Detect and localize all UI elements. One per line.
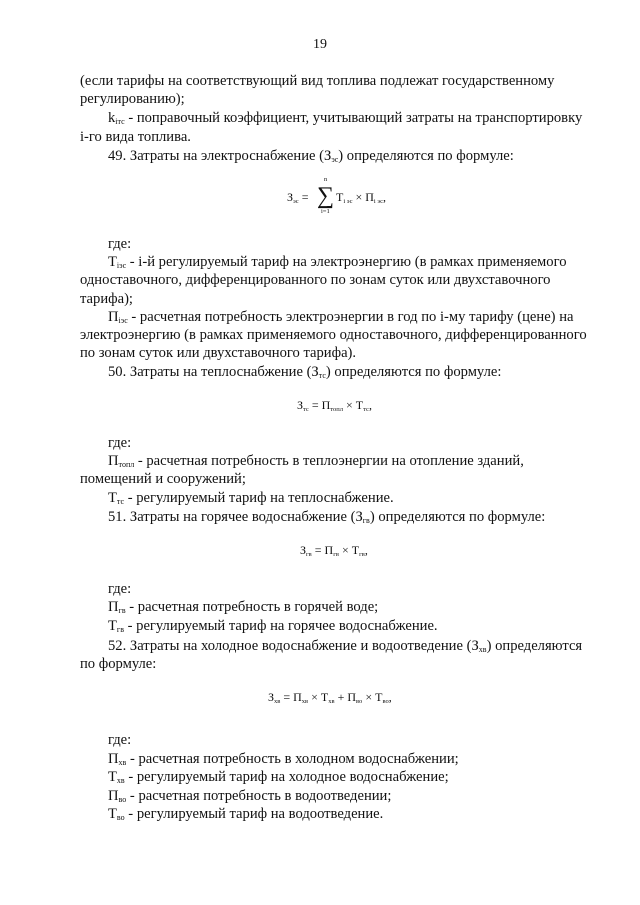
formula-electricity-lhs (287, 190, 308, 204)
formula-symbol: З (268, 690, 275, 704)
formula-subscript: гв (333, 551, 339, 558)
symbol: T (108, 254, 117, 270)
formula-heating (297, 398, 372, 412)
formula-punctuation: , (383, 190, 387, 204)
definition-text: - регулируемый тариф на водоотведение. (124, 806, 384, 822)
definition-line (108, 308, 573, 326)
definition-line (108, 253, 567, 271)
definition-t-ts (108, 489, 394, 507)
text-line: тарифа); (80, 291, 133, 307)
definition-text: - регулируемый тариф на холодное водоснабжение; (124, 769, 449, 785)
formula-operator: × (343, 398, 356, 412)
formula-operator: = (308, 398, 322, 412)
formula-symbol: Т (375, 690, 383, 704)
symbol-subscript: во (116, 813, 125, 822)
section-49-heading (108, 147, 514, 165)
formula-symbol: З (300, 543, 307, 557)
formula-operator: × (362, 690, 376, 704)
sum-upper-limit: n (324, 176, 328, 183)
symbol-subscript: хв (118, 758, 127, 767)
definition-p-ies (108, 308, 607, 326)
heading-text: ) определяются по формуле: (338, 148, 514, 164)
definition-p-gv (108, 598, 378, 616)
definition-t-vo (108, 805, 383, 823)
definition-t-gv (108, 617, 438, 635)
formula-symbol: Т (336, 190, 344, 204)
formula-subscript: тс (363, 406, 369, 413)
formula-punctuation: , (368, 398, 372, 412)
formula-subscript: i эс (373, 198, 384, 205)
formula-symbol: Т (351, 543, 360, 557)
definition-t-ies (108, 253, 607, 271)
section-50-heading (108, 363, 501, 381)
formula-punctuation: , (388, 690, 392, 704)
formula-operator: = (311, 543, 325, 557)
heading-text: ) определяются по формуле: (369, 509, 546, 525)
symbol-subscript: эс (331, 155, 339, 164)
section-51-heading (108, 508, 545, 526)
text-line (80, 271, 607, 289)
heading-text: 50. Затраты на теплоснабжение (З (108, 364, 319, 380)
symbol-subscript: хв (478, 645, 487, 654)
definition-text: - расчетная потребность электроэнергии в год по i-му тарифу (цене) на (127, 309, 574, 325)
symbol-subscript: во (118, 795, 127, 804)
symbol-subscript: тс (116, 497, 125, 506)
formula-symbol: З (297, 398, 304, 412)
symbol: Т (108, 490, 117, 506)
text-line: по формуле: (80, 656, 157, 672)
text-line: регулированию); (80, 91, 185, 107)
formula-symbol: П (365, 190, 374, 204)
definition-text: - расчетная потребность в теплоэнергии на отопление зданий, (134, 453, 524, 469)
definition-line (108, 452, 524, 470)
symbol: П (108, 788, 119, 804)
text-span: электроэнергию (в рамках применяемого одноставочного, дифференцированного (80, 327, 587, 343)
symbol: Т (108, 618, 117, 634)
formula-subscript: топл (330, 406, 344, 413)
symbol: П (108, 599, 119, 615)
symbol-subscript: гв (116, 625, 124, 634)
formula-operator: = (298, 190, 309, 204)
formula-operator: × (338, 543, 352, 557)
definition-p-vo (108, 787, 391, 805)
text-span: (если тарифы на соответствующий вид топлива подлежат государственному (80, 73, 555, 89)
formula-subscript: i эс (343, 198, 353, 205)
formula-subscript: гв (359, 551, 365, 558)
symbol-subscript: iтс (115, 117, 125, 126)
sum-sign-icon: ∑ (317, 183, 335, 209)
text-line: по зонам суток или двухставочного тарифа). (80, 345, 357, 361)
formula-subscript: хв (274, 698, 281, 705)
formula-symbol: Т (320, 690, 329, 704)
definition-text: - i-й регулируемый тариф на электроэнергию (в рамках применяемого (126, 254, 567, 270)
text-line (80, 72, 607, 90)
definition-text: - регулируемый тариф на теплоснабжение. (124, 490, 394, 506)
formula-operator: + (334, 690, 348, 704)
symbol: П (108, 453, 119, 469)
definition-p-topl (108, 452, 607, 470)
definition-k-itc (108, 109, 582, 127)
symbol-subscript: iэс (118, 316, 128, 325)
symbol-subscript: iэс (116, 261, 127, 270)
text-line (80, 326, 607, 344)
symbol-subscript: хв (116, 776, 125, 785)
formula-symbol: П (347, 690, 357, 704)
symbol-subscript: тс (318, 371, 326, 380)
symbol: k (108, 110, 116, 126)
definition-text: - поправочный коэффициент, учитывающий затраты на транспортировку (124, 110, 583, 126)
symbol-subscript: гв (362, 516, 370, 525)
heading-text: ) определяются по формуле: (325, 364, 502, 380)
symbol: П (108, 751, 119, 767)
where-label: где: (108, 732, 132, 748)
text-span: одноставочного, дифференцированного по зонам суток или двухставочного (80, 272, 551, 288)
symbol: Т (108, 806, 117, 822)
where-label: где: (108, 236, 132, 252)
section-52-heading (108, 637, 607, 655)
page-number: 19 (313, 37, 327, 52)
formula-symbol: З (287, 190, 294, 204)
formula-operator: × (352, 190, 366, 204)
text-line: помещений и сооружений; (80, 471, 246, 487)
formula-subscript: эс (293, 198, 299, 205)
formula-cold-water (268, 690, 392, 704)
heading-text: 51. Затраты на горячее водоснабжение (З (108, 509, 363, 525)
symbol-subscript: гв (118, 606, 126, 615)
formula-punctuation: , (364, 543, 368, 557)
formula-subscript: во (382, 698, 389, 705)
formula-subscript: хв (301, 698, 309, 705)
symbol: Т (108, 769, 117, 785)
where-label: где: (108, 435, 132, 451)
formula-subscript: гв (306, 551, 312, 558)
definition-p-hv (108, 750, 459, 768)
formula-subscript: хв (328, 698, 335, 705)
symbol: П (108, 309, 119, 325)
heading-line (108, 637, 582, 655)
definition-text: - регулируемый тариф на горячее водоснабжение. (123, 618, 438, 634)
definition-text: - расчетная потребность в водоотведении; (126, 788, 392, 804)
formula-symbol: Т (355, 398, 364, 412)
formula-operator: = (280, 690, 294, 704)
definition-text: - расчетная потребность в горячей воде; (125, 599, 379, 615)
where-label: где: (108, 581, 132, 597)
formula-symbol: П (321, 398, 331, 412)
sum-lower-limit: i=1 (321, 208, 330, 215)
formula-subscript: тс (303, 406, 309, 413)
formula-symbol: П (324, 543, 334, 557)
heading-text: 52. Затраты на холодное водоснабжение и водоотведение (З (108, 638, 479, 654)
heading-text: ) определяются (486, 638, 583, 654)
definition-text: - расчетная потребность в холодном водоснабжении; (126, 751, 459, 767)
heading-text: 49. Затраты на электроснабжение (З (108, 148, 332, 164)
formula-subscript: во (356, 698, 363, 705)
text-line: i-го вида топлива. (80, 129, 191, 145)
formula-electricity-rhs (336, 190, 386, 204)
symbol-subscript: топл (118, 460, 135, 469)
formula-hot-water (300, 543, 368, 557)
formula-symbol: П (293, 690, 302, 704)
definition-t-hv (108, 768, 449, 786)
formula-operator: × (308, 690, 321, 704)
